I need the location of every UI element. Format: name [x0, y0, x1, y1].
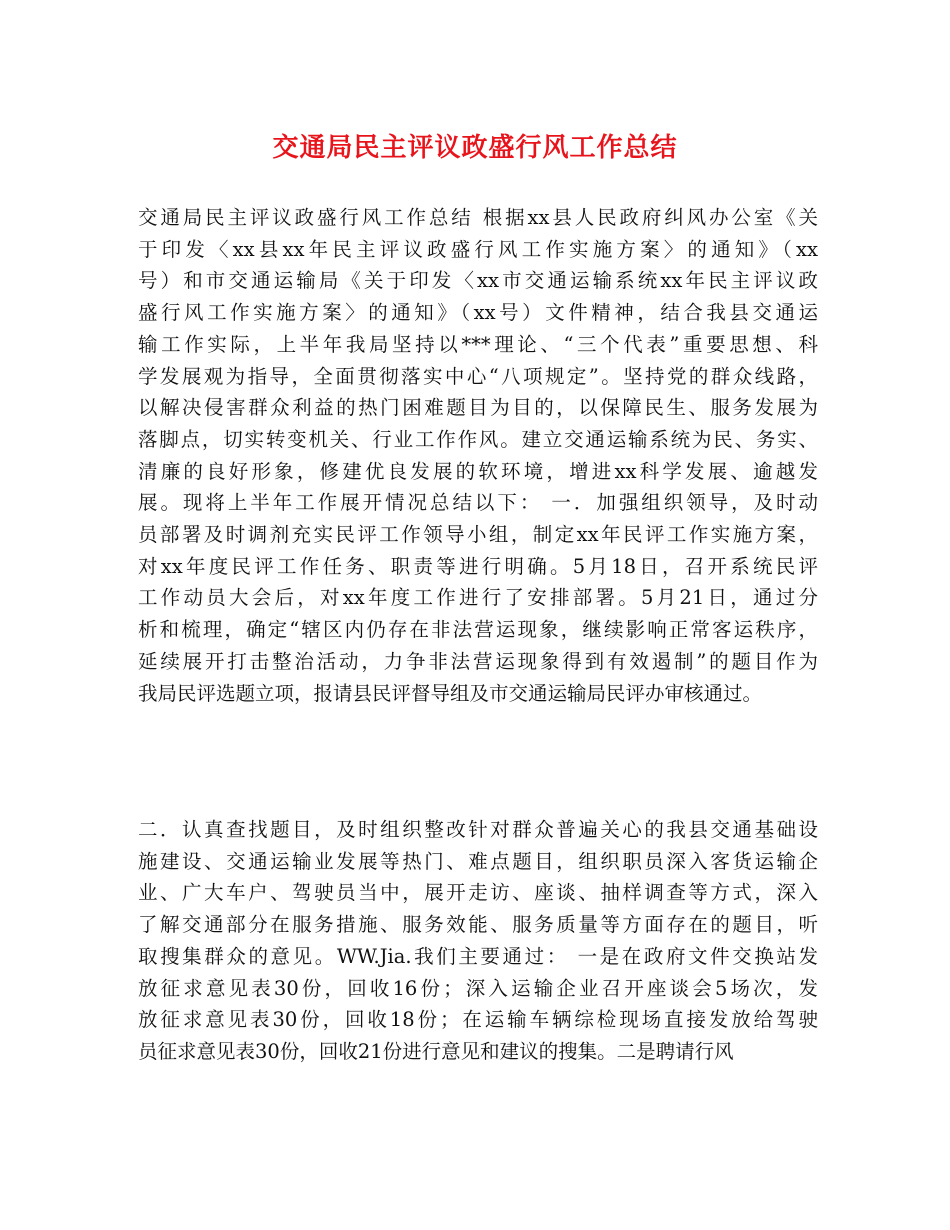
paragraph-line: 取搜集群众的意见。WW.Jia.我们主要通过： 一是在政府文件交换站发	[138, 944, 818, 968]
paragraph-line: 学发展观为指导，全面贯彻落实中心“八项规定”。坚持党的群众线路，	[138, 364, 818, 388]
paragraph-line: 号）和市交通运输局《关于印发〈xx市交通运输系统xx年民主评议政	[138, 269, 818, 293]
paragraph-line: 工作动员大会后，对xx年度工作进行了安排部署。5月21日，通过分	[138, 586, 818, 610]
paragraph-line: 以解决侵害群众利益的热门困难题目为目的，以保障民生、服务发展为	[138, 396, 818, 420]
paragraph-line: 清廉的良好形象，修建优良发展的软环境，增进xx科学发展、逾越发	[138, 459, 818, 483]
paragraph-line: 交通局民主评议政盛行风工作总结 根据xx县人民政府纠风办公室《关	[138, 206, 818, 229]
paragraph-2	[138, 814, 818, 1068]
paragraph-line: 二．认真查找题目，及时组织整改针对群众普遍关心的我县交通基础设	[138, 818, 818, 841]
paragraph-line: 于印发〈xx县xx年民主评议政盛行风工作实施方案〉的通知》（xx	[138, 237, 818, 261]
paragraph-line: 了解交通部分在服务措施、服务效能、服务质量等方面存在的题目，听	[138, 913, 818, 937]
paragraph-line: 析和梳理，确定“辖区内仍存在非法营运现象，继续影响正常客运秩序，	[138, 618, 818, 642]
paragraph-line: 展。现将上半年工作展开情况总结以下： 一．加强组织领导，及时动	[138, 491, 818, 515]
paragraph-line: 施建设、交通运输业发展等热门、难点题目，组织职员深入客货运输企	[138, 849, 818, 873]
paragraph-1	[138, 202, 818, 709]
paragraph-line: 员部署及时调剂充实民评工作领导小组，制定xx年民评工作实施方案，	[138, 523, 818, 547]
paragraph-line: 延续展开打击整治活动，力争非法营运现象得到有效遏制”的题目作为	[138, 649, 818, 673]
document-title: 交通局民主评议政盛行风工作总结	[272, 133, 678, 163]
paragraph-line: 盛行风工作实施方案〉的通知》（xx号）文件精神，结合我县交通运	[138, 301, 818, 325]
paragraph-line: 放征求意见表30份，回收18份；在运输车辆综检现场直接发放给驾驶	[138, 1008, 818, 1032]
paragraph-line: 放征求意见表30份，回收16份；深入运输企业召开座谈会5场次，发	[138, 976, 818, 1000]
paragraph-line: 落脚点，切实转变机关、行业工作作风。建立交通运输系统为民、务实、	[138, 427, 818, 451]
paragraph-line: 输工作实际，上半年我局坚持以***理论、“三个代表”重要思想、科	[138, 332, 818, 356]
paragraph-line: 员征求意见表30份，回收21份进行意见和建议的搜集。二是聘请行风	[138, 1039, 734, 1063]
paragraph-line: 我局民评选题立项，报请县民评督导组及市交通运输局民评办审核通过。	[138, 681, 763, 705]
paragraph-line: 对xx年度民评工作任务、职责等进行明确。5月18日，召开系统民评	[138, 554, 818, 578]
paragraph-line: 业、广大车户、驾驶员当中，展开走访、座谈、抽样调查等方式，深入	[138, 881, 818, 905]
